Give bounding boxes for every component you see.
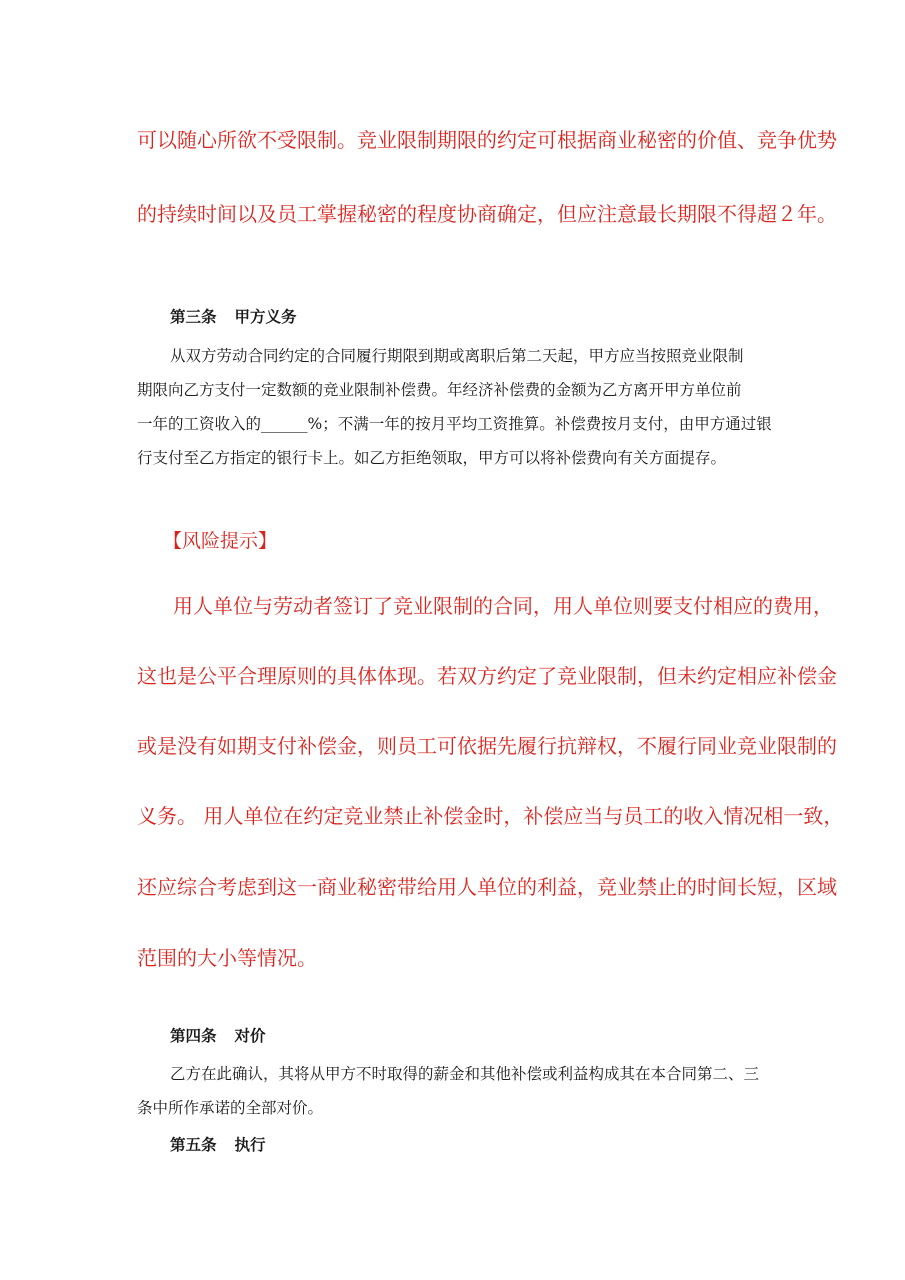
risk-tip-text-line: 用人单位与劳动者签订了竞业限制的合同，用人单位则要支付相应的费用，: [173, 594, 833, 618]
article-5-heading: [170, 1133, 266, 1155]
risk-tip-text-line: 这也是公平合理原则的具体体现。若双方约定了竞业限制，但未约定相应补偿金: [137, 664, 837, 688]
article-3-paragraph-line: 一年的工资收入的______%；不满一年的按月平均工资推算。补偿费按月支付，由甲方通过银: [137, 415, 772, 433]
article-4-paragraph-line: 乙方在此确认，其将从甲方不时取得的薪金和其他补偿或利益构成其在本合同第二、三: [170, 1065, 760, 1083]
risk-tip-title: 【风险提示】: [163, 530, 278, 552]
tip-text-line: 可以随心所欲不受限制。竞业限制期限的约定可根据商业秘密的价值、竞争优势: [137, 128, 837, 152]
article-3-paragraph-line: 期限向乙方支付一定数额的竞业限制补偿费。年经济补偿费的金额为乙方离开甲方单位前: [137, 381, 742, 399]
risk-tip-text-line: 义务。 用人单位在约定竞业禁止补偿金时，补偿应当与员工的收入情况相一致，: [137, 804, 844, 828]
article-title: 执行: [234, 1135, 266, 1154]
article-3-paragraph-line: 行支付至乙方指定的银行卡上。如乙方拒绝领取，甲方可以将补偿费向有关方面提存。: [137, 449, 727, 467]
risk-tip-text-line: 或是没有如期支付补偿金，则员工可依据先履行抗辩权，不履行同业竞业限制的: [137, 734, 837, 758]
article-4-paragraph-line: 条中所作承诺的全部对价。: [137, 1099, 324, 1117]
tip-text-line: 的持续时间以及员工掌握秘密的程度协商确定，但应注意最长期限不得超２年。: [137, 202, 837, 226]
risk-tip-text-line: 范围的大小等情况。: [137, 946, 317, 970]
article-3-paragraph-line: 从双方劳动合同约定的合同履行期限到期或离职后第二天起，甲方应当按照竞业限制: [170, 347, 744, 365]
article-3-heading: [170, 305, 297, 327]
article-number: 第五条: [170, 1135, 217, 1154]
article-number: 第四条: [170, 1026, 217, 1045]
article-number: 第三条: [170, 307, 217, 326]
article-title: 甲方义务: [234, 307, 297, 326]
risk-tip-text-line: 还应综合考虑到这一商业秘密带给用人单位的利益，竞业禁止的时间长短，区域: [137, 875, 837, 899]
article-4-heading: [170, 1024, 266, 1046]
article-title: 对价: [234, 1026, 266, 1045]
